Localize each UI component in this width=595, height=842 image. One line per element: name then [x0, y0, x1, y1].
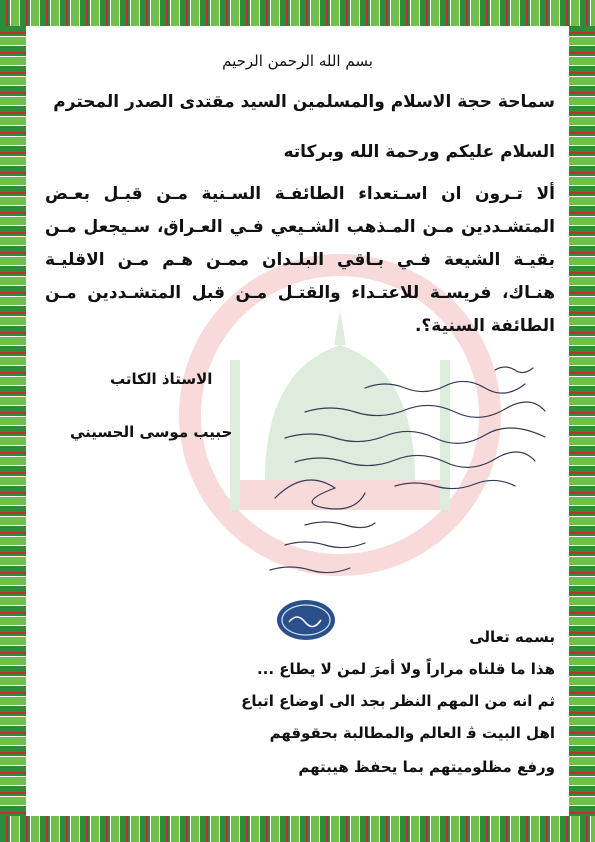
basmala: بسم الله الرحمن الرحيم — [222, 52, 373, 70]
reply-line-3: اهل البيت ﭬ العالم والمطالبة بحقوقهم — [269, 724, 555, 742]
handwritten-note-and-signature-icon — [245, 360, 555, 590]
author-title: الاستاذ الكاتب — [110, 370, 213, 388]
decorative-border-top — [0, 0, 595, 26]
reply-line-4: ورفع مظلوميتهم بما يحفظ هيبتهم — [298, 758, 555, 776]
decorative-border-bottom — [0, 816, 595, 842]
decorative-border-right — [569, 26, 595, 816]
author-name: حبيب موسى الحسيني — [70, 423, 233, 441]
decorative-border-left — [0, 26, 26, 816]
reply-heading: بسمه تعالى — [469, 628, 555, 646]
addressee-line: سماحة حجة الاسلام والمسلمين السيد مقتدى الصدر المحترم — [53, 92, 555, 112]
question-paragraph: ألا تـرون ان اسـتعداء الطائفـة السـنية مـن قبـل بعـض المتشـددين مـن المـذهب الشـيعي فـي العـراق، سـيجعل مـن بقيـة الشيعة فـي بـاقي البلـدان ممـن هـم مـن الاقليـة هنـاك، فريسـة للاعتـداء والقتـل مـن قبل المتشـددين مـن الطائفة السنية؟. — [45, 184, 555, 336]
blue-seal-stamp-icon — [275, 598, 337, 642]
greeting-line: السلام عليكم ورحمة الله وبركاته — [283, 142, 555, 162]
reply-line-2: ثم انه من المهم النظر بجد الى اوضاع اتباع — [241, 692, 555, 710]
reply-line-1: هذا ما قلناه مراراً ولا أمرَ لمن لا يطاع ... — [256, 660, 555, 678]
